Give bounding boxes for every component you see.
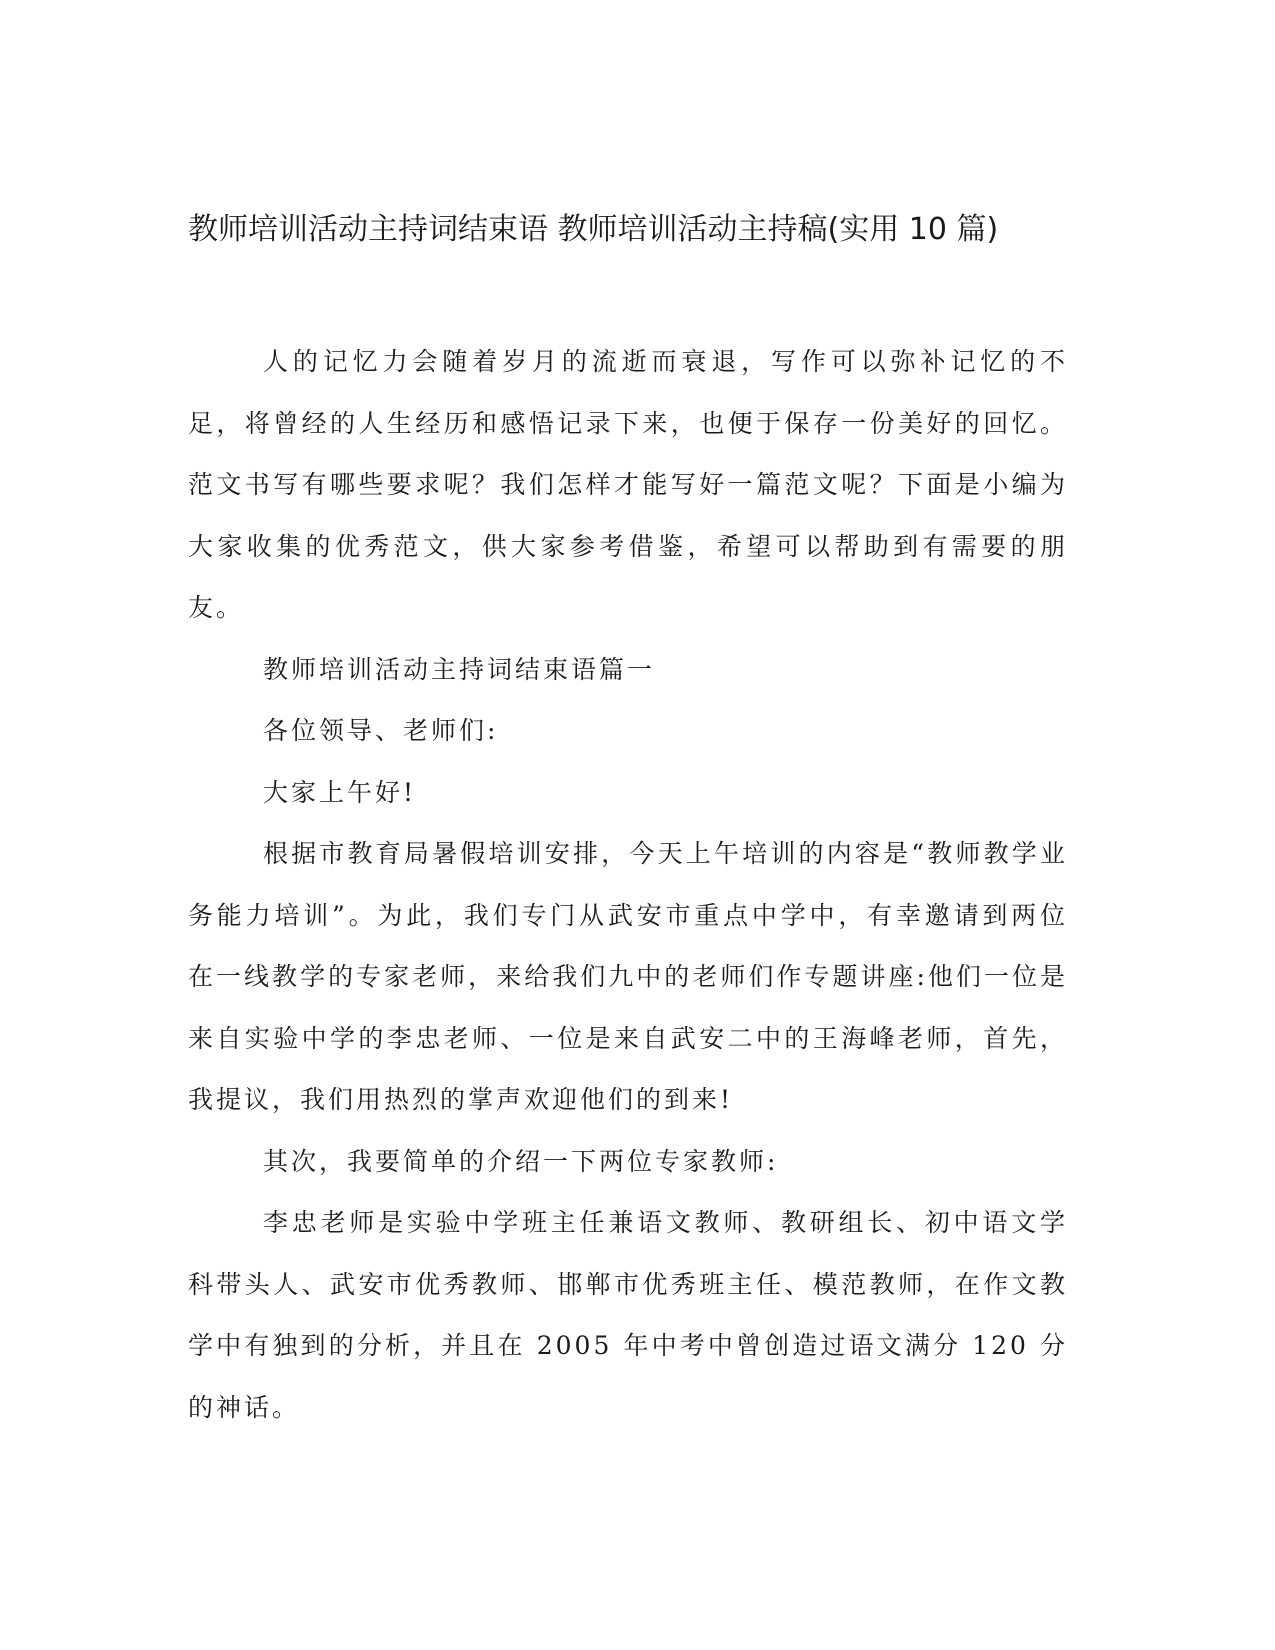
body-paragraph: 根据市教育局暑假培训安排，今天上午培训的内容是“教师教学业务能力培训”。为此，我们专门从武安市重点中学中，有幸邀请到两位在一线教学的专家老师，来给我们九中的老师们作专题讲座:他们一位是来自实验中学的李忠老师、一位是来自武安二中的王海峰老师，首先，我提议，我们用热烈的掌声欢迎他们的到来! [188, 839, 1068, 1114]
body-paragraph: 其次，我要简单的介绍一下两位专家教师: [263, 1146, 779, 1176]
salutation: 各位领导、老师们: [263, 716, 499, 745]
document-title: 教师培训活动主持词结束语 教师培训活动主持稿(实用 10 篇) [188, 212, 999, 247]
body-paragraph: 李忠老师是实验中学班主任兼语文教师、教研组长、初中语文学科带头人、武安市优秀教师、邯郸市优秀班主任、模范教师，在作文教学中有独到的分析，并且在 2005 年中考中曾创造过语文满分 120 分的神话。 [188, 1208, 1068, 1422]
section-heading: 教师培训活动主持词结束语篇一 [263, 654, 656, 684]
document-body [188, 331, 1068, 1438]
intro-paragraph: 人的记忆力会随着岁月的流逝而衰退，写作可以弥补记忆的不足，将曾经的人生经历和感悟记录下来，也便于保存一份美好的回忆。范文书写有哪些要求呢？我们怎样才能写好一篇范文呢？下面是小编为大家收集的优秀范文，供大家参考借鉴，希望可以帮助到有需要的朋友。 [188, 347, 1068, 622]
greeting: 大家上午好! [263, 777, 417, 807]
